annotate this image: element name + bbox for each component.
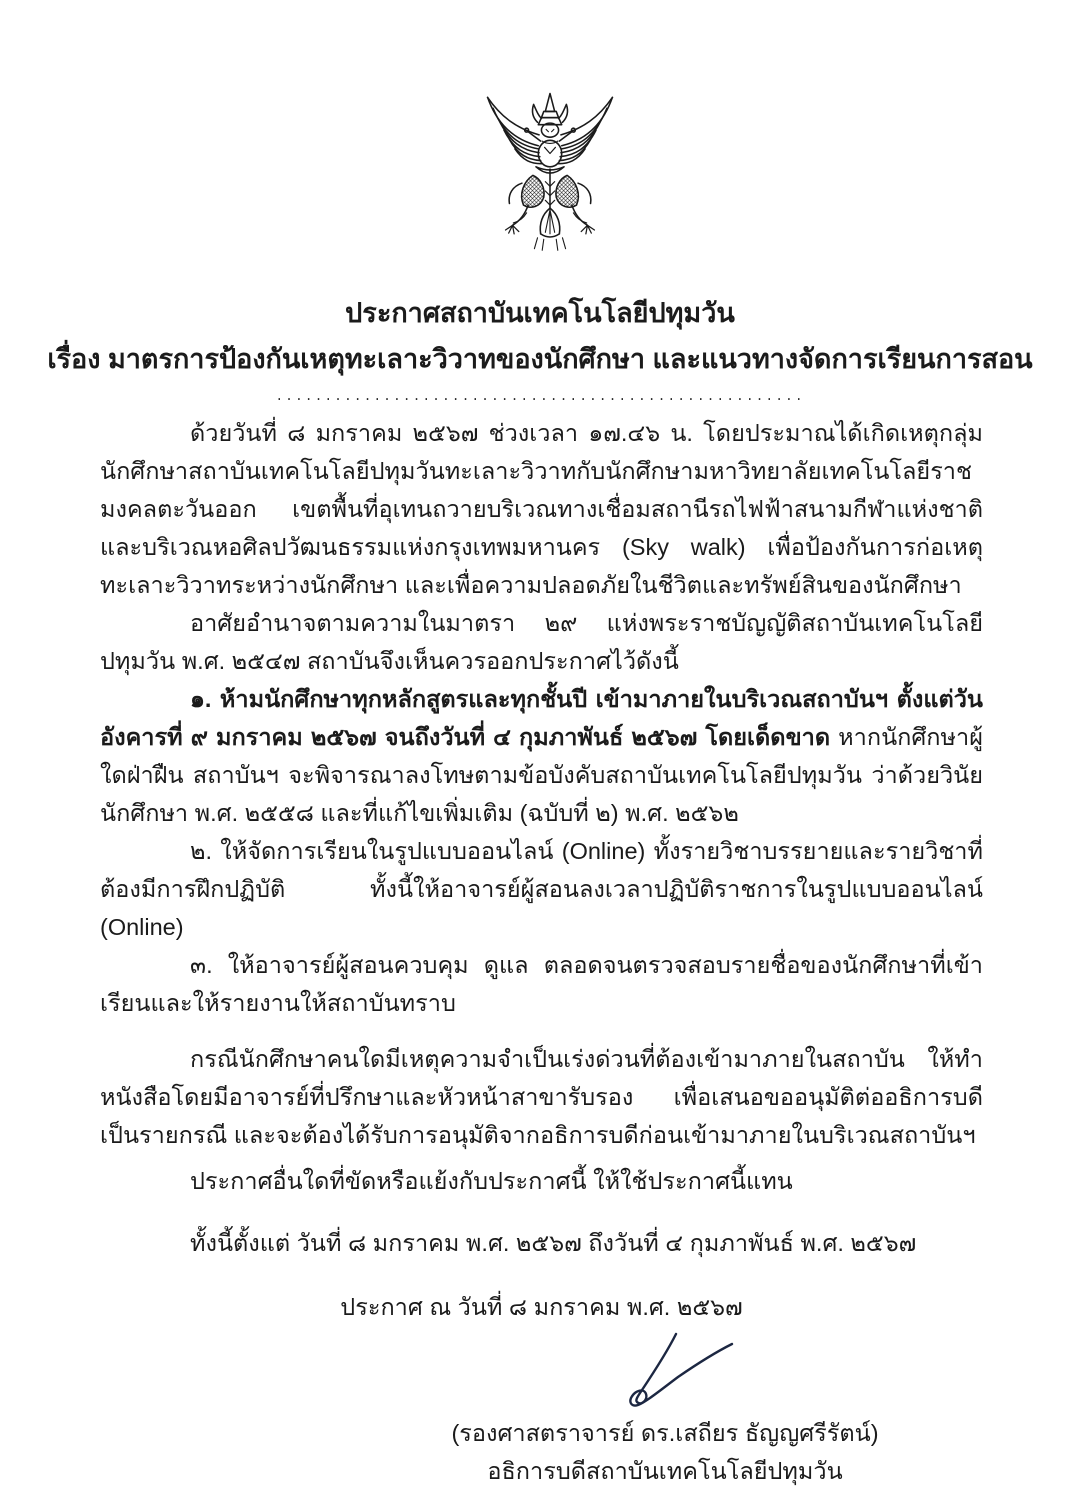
document-body xyxy=(100,414,983,1490)
authority-paragraph: อาศัยอำนาจตามความในมาตรา ๒๙ แห่งพระราชบัญญัติ​สถาบันเทคโนโลยีปทุมวัน พ.ศ. ๒๕๔๗ สถาบันจึงเห็นควร​ออกประกาศไว้ดังนี้ xyxy=(100,610,983,674)
directive-1-rest: หากนักศึกษาผู้ใดฝ่าฝืน สถาบันฯ จะ​พิจารณาลงโทษ​ตามข้อบังคับ​สถาบันเทคโนโลยีปทุมวัน ว่าด้วยวินัยนักศึกษา พ.ศ. ๒๕๕๘ และที่แก้ไขเพิ่มเติม (ฉบับที่ ๒) พ.ศ. ๒๕๖๒ xyxy=(100,724,983,826)
effective-period-paragraph: ทั้งนี้ตั้งแต่ วันที่ ๘ มกราคม พ.ศ. ๒๕๖๗ ถึงวันที่ ๔ กุมภาพันธ์ พ.ศ. ๒๕๖๗ xyxy=(190,1230,917,1256)
directive-3: ๓. ให้อาจารย์ผู้สอนควบคุม ดูแล ตลอดจนตรวจสอบ​รายชื่อของนักศึกษา​ที่เข้าเรียน​และให้รายงาน​ให้สถาบันทราบ xyxy=(100,952,983,1016)
directive-1 xyxy=(100,680,983,832)
directive-1-bold: ๑. ห้ามนักศึกษา​ทุกหลักสูตร​และทุกชั้นปี เข้ามาภายใน​บริเวณสถาบันฯ ตั้งแต่วันอังคารที่ ๙ มกราคม ๒๕๖๗ จนถึงวันที่ ๔ กุมภาพันธ์ ๒๕๖๗ โดยเด็ดขาด xyxy=(100,686,983,750)
directive-2: ๒. ให้จัดการเรียน​ในรูปแบบออนไลน์ (Online) ทั้งรายวิชาบรรยาย​และรายวิชา​ที่ต้องมีการ​ฝึกปฏิบัติ ทั้งนี้ให้อาจารย์ผู้สอน​ลงเวลาปฏิบัติราชการ​ในรูปแบบออนไลน์ (Online) xyxy=(100,838,983,940)
announcement-subject: เรื่อง มาตรการป้องกันเหตุทะเลาะวิวาทของนักศึกษา และแนวทางจัดการเรียนการสอน xyxy=(47,344,1033,374)
document-header xyxy=(0,290,1080,404)
signatory-title: อธิการบดีสถาบันเทคโนโลยีปทุมวัน xyxy=(487,1458,843,1484)
signature-block xyxy=(430,1328,900,1490)
announcement-title: ประกาศสถาบันเทคโนโลยีปทุมวัน xyxy=(345,298,735,328)
signatory-name: (รองศาสตราจารย์ ดร.เสถียร ธัญญศรีรัตน์) xyxy=(451,1420,879,1446)
supersede-paragraph: ประกาศอื่นใดที่ขัดหรือแย้ง​กับประกาศนี้ ให้ใช้ประกาศนี้แทน xyxy=(190,1168,793,1194)
announcement-date-line: ประกาศ ณ วันที่ ๘ มกราคม พ.ศ. ๒๕๖๗ xyxy=(340,1294,743,1320)
dotted-divider: ...................................................... xyxy=(275,389,805,404)
opening-paragraph: ด้วยวันที่ ๘ มกราคม ๒๕๖๗ ช่วงเวลา ๑๗.๔๖ น. โดยประมาณได้เกิดเหตุ​กลุ่มนักศึกษา​สถาบัน​เทคโนโลยีปทุมวัน​ทะเลาะวิวาทกับ​นักศึกษา​มหาวิทยาลัย​เทคโนโลยีราชมงคล​ตะวันออก เขตพื้นที่อุเทนถวาย​บริเวณทางเชื่อม​สถานีรถไฟฟ้า​สนามกีฬาแห่งชาติ​และบริเวณ​หอศิลปวัฒนธรรม​แห่งกรุงเทพมหานคร (Sky walk) เพื่อป้องกันการก่อเหตุ​ทะเลาะวิวาท​ระหว่างนักศึกษา และเพื่อความปลอดภัย​ในชีวิตและ​ทรัพย์สินของ​นักศึกษา xyxy=(100,420,983,598)
exception-paragraph: กรณีนักศึกษาคนใด​มีเหตุความจำเป็น​เร่งด่วนที่ต้อง​เข้ามาภายในสถาบัน ให้ทำหนังสือ​โดยมีอาจารย์​ที่ปรึกษา​และหัวหน้าสาขา​รับรอง เพื่อเสนอขออนุมัติ​ต่ออธิการบดี​เป็นรายกรณี และจะต้องได้รับ​การอนุมัติ​จากอธิการบดี​ก่อนเข้ามาภายใน​บริเวณสถาบันฯ xyxy=(100,1046,983,1148)
signature-ink xyxy=(580,1328,740,1418)
garuda-emblem-icon xyxy=(472,90,628,260)
